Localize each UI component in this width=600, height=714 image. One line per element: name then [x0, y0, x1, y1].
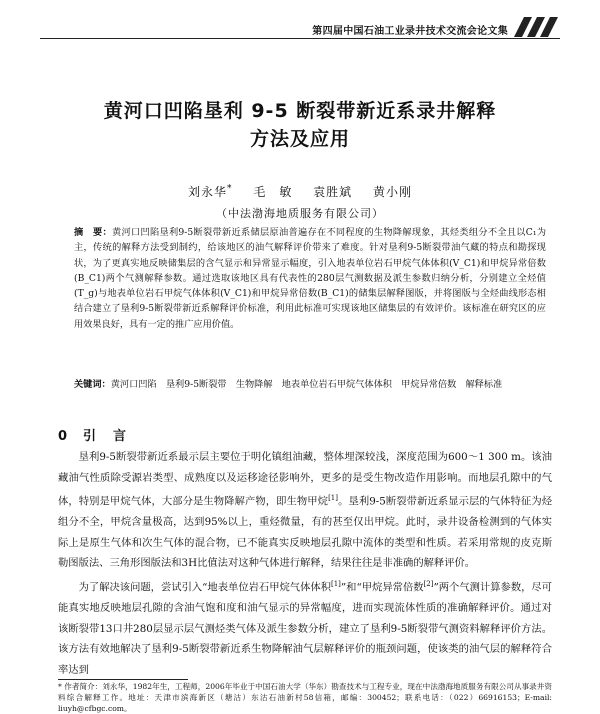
- paragraph-1: 垦利9-5断裂带新近系最示层主要位于明化镇组油藏，整体埋深较浅，深度范围为600～1 300 m。该油藏油气性质除受源岩类型、成熟度以及运移途径影响外，更多的是受生物改造作用影响。而地层孔隙中的气体，特别是甲烷气体，大部分是生物降解产物，即生物甲烷[1]。垦利9-5断裂带新近系显示层的气体特征为烃组分不全，甲烷含量极高，达到95%以上，重烃微量，有的甚至仅出甲烷。此时，录井设备检测到的气体实际上是原生气体和次生气体的混合物，已不能真实反映地层孔隙中流体的类型和性质。若采用常规的皮克斯勒图版法、三角形图版法和3H比值法对这种气体进行解释，结果往往是非准确的解释评价。: [58, 451, 552, 570]
- section-number: 0: [58, 429, 70, 444]
- section-title: 引 言: [83, 429, 129, 444]
- paper-title-line-1: 黄河口凹陷垦利 9-5 断裂带新近系录井解释: [103, 100, 497, 122]
- citation: [2]: [423, 579, 434, 588]
- keywords: [74, 377, 546, 392]
- citation: [1]: [328, 494, 338, 503]
- keywords-label: 关键词：: [74, 379, 111, 390]
- abstract-text: 黄河口凹陷垦利9-5断裂带新近系储层原油普遍存在不同程度的生物降解现象，其烃类组分不全且以C₁为主，传统的解释方法受到制约，给该地区的油气解释评价带来了难度。针对垦利9-5断裂带油气藏的特点和勘探现状，为了更真实地反映储集层的含气显示和异常显示幅度，引入地表单位岩石甲烷气体体积(V_C1)和甲烷异常倍数(B_C1)两个气测解释参数。通过选取该地区具有代表性的280层气测数据及派生参数归纳分析，分别建立全烃值(T_g)与地表单位岩石甲烷气体体积(V_C1)和甲烷异常倍数(B_C1)的储集层解释图版，并将图版与全烃曲线形态相结合建立了垦利9-5断裂带新近系解释评价标准，利用此标准可实现该地区储集层的有效评价。该标准在研究区的应用效果良好，具有一定的推广应用价值。: [74, 227, 547, 330]
- keywords-text: 黄河口凹陷 垦利9-5断裂带 生物降解 地表单位岩石甲烷气体体积 甲烷异常倍数 解释标准: [110, 379, 503, 390]
- running-header: [0, 0, 600, 44]
- author-2: 毛 敏: [253, 185, 293, 199]
- author-3: 袁胜斌: [313, 185, 353, 199]
- paragraph-2: 为了解决该问题，尝试引入“地表单位岩石甲烷气体体积[1]”和“甲烷异常倍数[2]”两个气测计算参数，尽可能真实地反映地层孔隙的含油气饱和度和油气显示的异常幅度，进而实现流体性质的准确解释评价。通过对该断裂带13口井280层显示层气测烃类气体及派生参数分析，建立了垦利9-5断裂带气测资料解释评价方法。该方法有效地解决了垦利9-5断裂带新近系生物降解油气层解释评价的瓶颈问题，使该类的油气层的解释符合率达到: [58, 579, 553, 676]
- abstract-label: 摘 要：: [74, 227, 112, 238]
- paper-title-line-2: 方法及应用: [249, 128, 350, 150]
- author-1: 刘永华*: [187, 184, 233, 199]
- author-list: [0, 183, 600, 200]
- author-4: 黄小刚: [373, 185, 413, 199]
- journal-title: 第四届中国石油工业录井技术交流会论文集: [312, 26, 508, 37]
- citation: [1]: [331, 579, 341, 588]
- body-text: [58, 447, 552, 680]
- footnote-rule: [58, 679, 188, 680]
- header-rule: [40, 38, 560, 39]
- section-heading: [58, 425, 128, 444]
- author-footnote: * 作者简介：刘永华，1982年生，工程师，2006年毕业于中国石油大学（华东）勘查技术与工程专业，现在中法渤海地质服务有限公司从事录井资料综合解释工作。地址：天津市滨海新区（塘沽）东沽石油新村58信箱，邮编：300452；联系电话：（022）66916153；E-mail: liuyh@cfbgc.com。: [58, 682, 552, 713]
- author-mark: *: [226, 184, 233, 194]
- slash-logo-icon: [514, 17, 558, 37]
- affiliation: （中法渤海地质服务有限公司）: [216, 207, 384, 220]
- abstract: [74, 225, 546, 332]
